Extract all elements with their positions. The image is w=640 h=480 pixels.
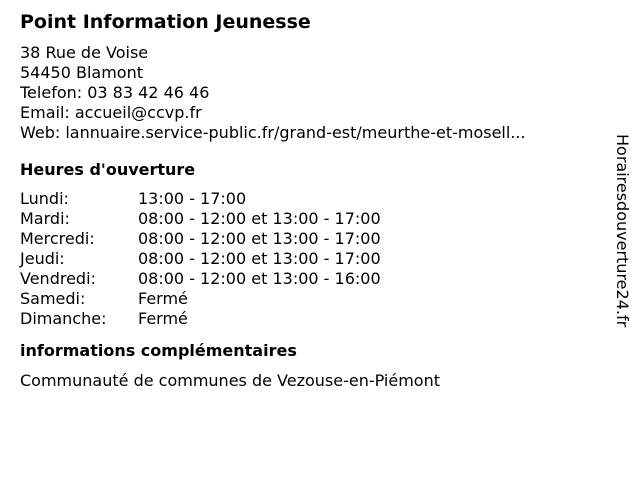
time-value: 08:00 - 12:00 et 13:00 - 17:00 [138, 229, 381, 248]
hours-row-friday [20, 269, 600, 289]
time-value: Fermé [138, 289, 188, 308]
time-value: 08:00 - 12:00 et 13:00 - 17:00 [138, 209, 381, 228]
hours-row-monday [20, 189, 600, 209]
city-postal: 54450 Blamont [20, 63, 143, 82]
info-heading: informations complémentaires [20, 341, 297, 360]
street-address: 38 Rue de Voise [20, 43, 149, 62]
business-card [20, 10, 600, 391]
hours-row-wednesday [20, 229, 600, 249]
phone-number: Telefon: 03 83 42 46 46 [20, 83, 210, 102]
hours-table [20, 189, 600, 329]
contact-block [20, 43, 600, 143]
website-url: Web: lannuaire.service-public.fr/grand-est/meurthe-et-mosell... [20, 123, 526, 142]
time-value: 13:00 - 17:00 [138, 189, 247, 208]
day-label: Vendredi: [20, 269, 96, 288]
time-value: 08:00 - 12:00 et 13:00 - 17:00 [138, 249, 381, 268]
day-label: Lundi: [20, 189, 69, 208]
day-label: Samedi: [20, 289, 86, 308]
day-label: Jeudi: [20, 249, 65, 268]
hours-row-sunday [20, 309, 600, 329]
hours-row-saturday [20, 289, 600, 309]
business-name: Point Information Jeunesse [20, 11, 311, 33]
day-label: Dimanche: [20, 309, 107, 328]
info-text: Communauté de communes de Vezouse-en-Piémont [20, 371, 440, 390]
hours-row-thursday [20, 249, 600, 269]
site-watermark: Horairesdouverture24.fr [613, 134, 632, 328]
hours-heading: Heures d'ouverture [20, 160, 196, 179]
day-label: Mardi: [20, 209, 70, 228]
day-label: Mercredi: [20, 229, 95, 248]
time-value: Fermé [138, 309, 188, 328]
time-value: 08:00 - 12:00 et 13:00 - 16:00 [138, 269, 381, 288]
hours-row-tuesday [20, 209, 600, 229]
email-address: Email: accueil@ccvp.fr [20, 103, 202, 122]
